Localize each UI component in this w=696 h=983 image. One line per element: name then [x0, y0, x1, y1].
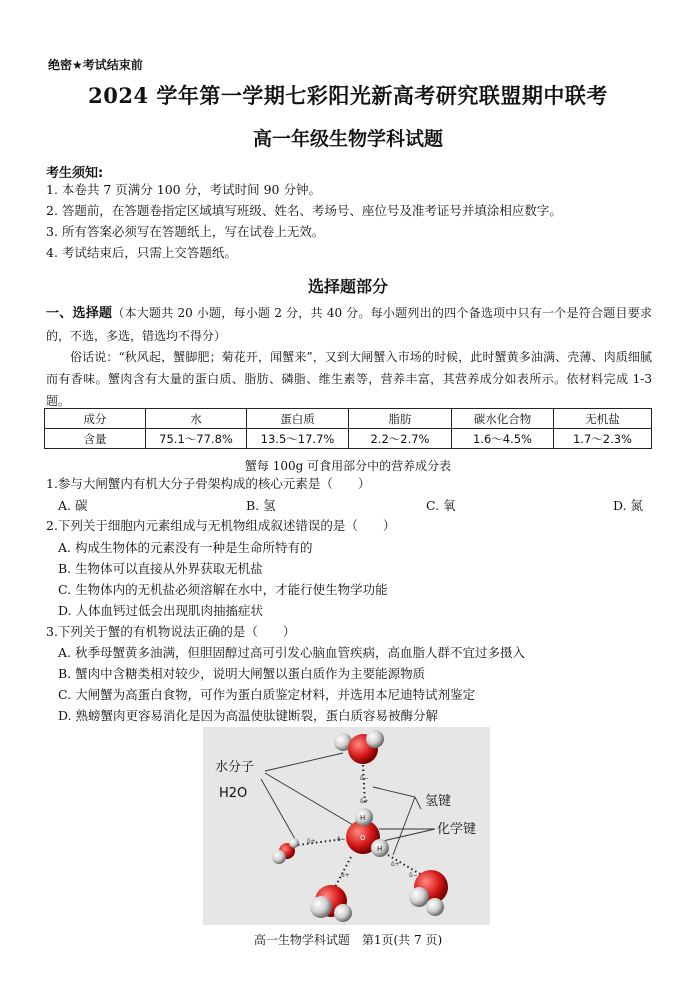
question-2-option-a: A. 构成生物体的元素没有一种是生命所特有的 — [58, 540, 313, 555]
table-cell: 含量 — [45, 429, 146, 449]
question-1-option-c: C. 氧 — [426, 498, 456, 513]
hydrogen-atom — [409, 887, 429, 907]
table-cell: 1.6～4.5% — [452, 429, 554, 449]
passage: 俗话说：“秋风起，蟹脚肥；菊花开，闻蟹来”，又到大闸蟹入市场的时候，此时蟹黄多油满、壳薄、肉质细腻而有香味。蟹肉含有大量的蛋白质、脂肪、磷脂、维生素等，营养丰富，其营养成分如表所示。依材料完成 1-3 题。 — [46, 350, 652, 408]
table-header-cell: 脂肪 — [349, 409, 452, 429]
table-cell: 75.1～77.8% — [146, 429, 247, 449]
table-header-row — [45, 409, 652, 429]
atom-label-h: H — [360, 814, 366, 822]
notice-item: 1. 本卷共 7 页满分 100 分，考试时间 90 分钟。 — [46, 182, 321, 197]
question-2-option-d: D. 人体血钙过低会出现肌肉抽搐症状 — [58, 603, 264, 618]
hydrogen-atom — [310, 896, 332, 918]
hydrogen-atom — [289, 838, 299, 848]
partial-charge-plus: δ+ — [307, 838, 316, 845]
instructions-label: 一、选择题 — [46, 306, 113, 321]
table-caption: 蟹每 100g 可食用部分中的营养成分表 — [244, 459, 452, 473]
table-header-cell: 水 — [146, 409, 247, 429]
table-cell: 1.7～2.3% — [554, 429, 652, 449]
atom-label-h: H — [377, 845, 383, 853]
table-header-cell: 成分 — [45, 409, 146, 429]
question-1-stem: 1.参与大闸蟹内有机大分子骨架构成的核心元素是（ ） — [46, 476, 371, 491]
label-water-molecule: 水分子 — [215, 760, 255, 775]
instructions-text: （本大题共 20 小题，每小题 2 分，共 40 分。每小题列出的四个备选项中只有一个是符合题目要求的，不选，多选，错选均不得分） — [46, 306, 652, 343]
notice-item: 4. 考试结束后，只需上交答题纸。 — [46, 245, 237, 260]
leader-line — [373, 787, 421, 809]
question-3-option-c: C. 大闸蟹为高蛋白食物，可作为蛋白质鉴定材料，并选用本尼迪特试剂鉴定 — [58, 687, 476, 702]
hydrogen-atom — [426, 898, 444, 916]
leader-line — [393, 797, 415, 855]
question-1-option-b: B. 氢 — [246, 498, 276, 513]
question-1-option-a: A. 碳 — [58, 498, 88, 513]
notice-item: 3. 所有答案必须写在答题纸上，写在试卷上无效。 — [46, 224, 325, 239]
label-hydrogen-bond: 氢键 — [425, 794, 452, 809]
instructions — [46, 302, 652, 347]
section-title: 选择题部分 — [307, 277, 388, 296]
table-cell: 13.5～17.7% — [247, 429, 349, 449]
partial-charge-plus: δ+ — [341, 872, 350, 879]
table-header-cell: 无机盐 — [554, 409, 652, 429]
table-cell: 2.2～2.7% — [349, 429, 452, 449]
question-3-stem: 3.下列关于蟹的有机物说法正确的是（ ） — [46, 624, 296, 639]
water-molecule-figure — [203, 727, 490, 925]
water-molecule-diagram — [203, 727, 490, 925]
question-2-option-c: C. 生物体内的无机盐必须溶解在水中，才能行使生物学功能 — [58, 582, 388, 597]
leader-line — [265, 753, 343, 771]
question-2-stem: 2.下列关于细胞内元素组成与无机物组成叙述错误的是（ ） — [46, 518, 396, 533]
question-3-option-a: A. 秋季母蟹黄多油满，但胆固醇过高可引发心脑血管疾病，高血脂人群不宜过多摄入 — [58, 645, 525, 660]
table-header-cell: 碳水化合物 — [452, 409, 554, 429]
question-3-option-d: D. 熟螃蟹肉更容易消化是因为高温使肽键断裂，蛋白质容易被酶分解 — [58, 708, 439, 723]
leader-line — [265, 773, 353, 825]
partial-charge-plus: δ+ — [391, 861, 400, 868]
table-header-cell: 蛋白质 — [247, 409, 349, 429]
confidential-mark: 绝密★考试结束前 — [48, 58, 143, 72]
exam-subtitle: 高一年级生物学科试题 — [252, 128, 443, 150]
hydrogen-atom — [272, 850, 286, 864]
partial-charge-plus: δ+ — [360, 798, 369, 805]
exam-title: 2024 学年第一学期七彩阳光新高考研究联盟期中联考 — [88, 83, 608, 108]
label-h2o: H2O — [219, 786, 248, 801]
question-3-option-b: B. 蟹肉中含糖类相对较少，说明大闸蟹以蛋白质作为主要能源物质 — [58, 666, 426, 681]
notice-item: 2. 答题前，在答题卷指定区域填写班级、姓名、考场号、座位号及准考证号并填涂相应数字。 — [46, 203, 562, 218]
hydrogen-atom — [334, 904, 352, 922]
page-footer: 高一生物学科试题 第1页(共 7 页) — [253, 933, 443, 947]
partial-charge-minus: δ− — [360, 775, 369, 782]
notice-heading: 考生须知: — [46, 166, 104, 181]
question-1-option-d: D. 氮 — [613, 498, 644, 513]
hydrogen-atom — [366, 730, 384, 748]
atom-label-o: O — [360, 834, 366, 842]
question-2-option-b: B. 生物体可以直接从外界获取无机盐 — [58, 561, 263, 576]
partial-charge-minus: δ− — [337, 836, 346, 843]
nutrition-table — [44, 408, 652, 449]
label-chemical-bond: 化学键 — [437, 822, 477, 837]
table-row — [45, 429, 652, 449]
leader-line — [383, 829, 435, 841]
partial-charge-minus: δ− — [409, 872, 418, 879]
